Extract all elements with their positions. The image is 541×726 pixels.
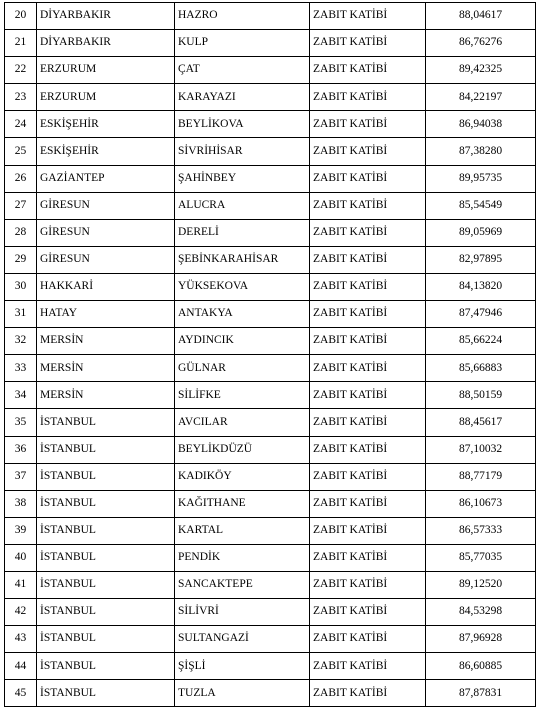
row-number-cell: 20 xyxy=(5,3,37,30)
table-row xyxy=(5,84,536,111)
score-cell: 84,13820 xyxy=(426,273,536,300)
score-cell: 87,47946 xyxy=(426,301,536,328)
district-cell: SİLİVRİ xyxy=(175,599,310,626)
table-row xyxy=(5,382,536,409)
score-cell: 88,04617 xyxy=(426,3,536,30)
district-cell: TUZLA xyxy=(175,680,310,707)
table-row xyxy=(5,680,536,707)
city-cell: MERSİN xyxy=(37,355,175,382)
row-number-cell: 42 xyxy=(5,599,37,626)
district-cell: ŞİŞLİ xyxy=(175,653,310,680)
row-number-cell: 22 xyxy=(5,57,37,84)
position-title-cell: ZABIT KATİBİ xyxy=(310,409,426,436)
score-cell: 86,94038 xyxy=(426,111,536,138)
district-cell: AYDINCIK xyxy=(175,328,310,355)
results-table-body xyxy=(5,3,536,707)
table-row xyxy=(5,409,536,436)
row-number-cell: 26 xyxy=(5,165,37,192)
score-cell: 89,95735 xyxy=(426,165,536,192)
row-number-cell: 23 xyxy=(5,84,37,111)
city-cell: İSTANBUL xyxy=(37,680,175,707)
position-title-cell: ZABIT KATİBİ xyxy=(310,30,426,57)
city-cell: DİYARBAKIR xyxy=(37,30,175,57)
row-number-cell: 30 xyxy=(5,273,37,300)
city-cell: İSTANBUL xyxy=(37,653,175,680)
table-row xyxy=(5,599,536,626)
position-title-cell: ZABIT KATİBİ xyxy=(310,680,426,707)
score-cell: 87,96928 xyxy=(426,626,536,653)
score-cell: 84,22197 xyxy=(426,84,536,111)
position-title-cell: ZABIT KATİBİ xyxy=(310,57,426,84)
score-cell: 88,77179 xyxy=(426,463,536,490)
district-cell: GÜLNAR xyxy=(175,355,310,382)
table-row xyxy=(5,626,536,653)
row-number-cell: 36 xyxy=(5,436,37,463)
city-cell: İSTANBUL xyxy=(37,626,175,653)
position-title-cell: ZABIT KATİBİ xyxy=(310,192,426,219)
row-number-cell: 44 xyxy=(5,653,37,680)
row-number-cell: 24 xyxy=(5,111,37,138)
table-row xyxy=(5,301,536,328)
position-title-cell: ZABIT KATİBİ xyxy=(310,273,426,300)
city-cell: ERZURUM xyxy=(37,84,175,111)
district-cell: ÇAT xyxy=(175,57,310,84)
city-cell: GİRESUN xyxy=(37,192,175,219)
district-cell: PENDİK xyxy=(175,544,310,571)
row-number-cell: 41 xyxy=(5,571,37,598)
position-title-cell: ZABIT KATİBİ xyxy=(310,355,426,382)
table-row xyxy=(5,653,536,680)
table-row xyxy=(5,544,536,571)
city-cell: İSTANBUL xyxy=(37,571,175,598)
score-cell: 87,10032 xyxy=(426,436,536,463)
score-cell: 86,60885 xyxy=(426,653,536,680)
table-row xyxy=(5,355,536,382)
position-title-cell: ZABIT KATİBİ xyxy=(310,653,426,680)
table-row xyxy=(5,165,536,192)
city-cell: İSTANBUL xyxy=(37,436,175,463)
score-cell: 84,53298 xyxy=(426,599,536,626)
table-row xyxy=(5,30,536,57)
table-row xyxy=(5,571,536,598)
position-title-cell: ZABIT KATİBİ xyxy=(310,3,426,30)
score-cell: 87,87831 xyxy=(426,680,536,707)
district-cell: KADIKÖY xyxy=(175,463,310,490)
row-number-cell: 43 xyxy=(5,626,37,653)
position-title-cell: ZABIT KATİBİ xyxy=(310,138,426,165)
district-cell: KAĞITHANE xyxy=(175,490,310,517)
district-cell: KARTAL xyxy=(175,517,310,544)
district-cell: BEYLİKDÜZÜ xyxy=(175,436,310,463)
position-title-cell: ZABIT KATİBİ xyxy=(310,463,426,490)
table-row xyxy=(5,246,536,273)
table-row xyxy=(5,490,536,517)
row-number-cell: 29 xyxy=(5,246,37,273)
row-number-cell: 31 xyxy=(5,301,37,328)
score-cell: 88,45617 xyxy=(426,409,536,436)
district-cell: SİVRİHİSAR xyxy=(175,138,310,165)
district-cell: AVCILAR xyxy=(175,409,310,436)
row-number-cell: 39 xyxy=(5,517,37,544)
position-title-cell: ZABIT KATİBİ xyxy=(310,436,426,463)
row-number-cell: 21 xyxy=(5,30,37,57)
score-cell: 85,66224 xyxy=(426,328,536,355)
row-number-cell: 37 xyxy=(5,463,37,490)
table-row xyxy=(5,3,536,30)
row-number-cell: 40 xyxy=(5,544,37,571)
table-row xyxy=(5,328,536,355)
position-title-cell: ZABIT KATİBİ xyxy=(310,84,426,111)
city-cell: MERSİN xyxy=(37,382,175,409)
score-cell: 88,50159 xyxy=(426,382,536,409)
position-title-cell: ZABIT KATİBİ xyxy=(310,111,426,138)
position-title-cell: ZABIT KATİBİ xyxy=(310,382,426,409)
table-row xyxy=(5,111,536,138)
score-cell: 85,77035 xyxy=(426,544,536,571)
score-cell: 89,12520 xyxy=(426,571,536,598)
district-cell: SULTANGAZİ xyxy=(175,626,310,653)
district-cell: SİLİFKE xyxy=(175,382,310,409)
row-number-cell: 27 xyxy=(5,192,37,219)
city-cell: GİRESUN xyxy=(37,246,175,273)
city-cell: ESKİŞEHİR xyxy=(37,111,175,138)
table-row xyxy=(5,219,536,246)
district-cell: KARAYAZI xyxy=(175,84,310,111)
district-cell: HAZRO xyxy=(175,3,310,30)
city-cell: GİRESUN xyxy=(37,219,175,246)
city-cell: İSTANBUL xyxy=(37,490,175,517)
table-row xyxy=(5,192,536,219)
results-table xyxy=(4,2,536,707)
position-title-cell: ZABIT KATİBİ xyxy=(310,219,426,246)
position-title-cell: ZABIT KATİBİ xyxy=(310,571,426,598)
row-number-cell: 28 xyxy=(5,219,37,246)
city-cell: MERSİN xyxy=(37,328,175,355)
district-cell: ALUCRA xyxy=(175,192,310,219)
district-cell: KULP xyxy=(175,30,310,57)
table-row xyxy=(5,273,536,300)
table-row xyxy=(5,436,536,463)
city-cell: ESKİŞEHİR xyxy=(37,138,175,165)
city-cell: ERZURUM xyxy=(37,57,175,84)
score-cell: 89,05969 xyxy=(426,219,536,246)
district-cell: ANTAKYA xyxy=(175,301,310,328)
position-title-cell: ZABIT KATİBİ xyxy=(310,599,426,626)
row-number-cell: 45 xyxy=(5,680,37,707)
city-cell: HAKKARİ xyxy=(37,273,175,300)
position-title-cell: ZABIT KATİBİ xyxy=(310,246,426,273)
city-cell: HATAY xyxy=(37,301,175,328)
district-cell: DERELİ xyxy=(175,219,310,246)
position-title-cell: ZABIT KATİBİ xyxy=(310,165,426,192)
position-title-cell: ZABIT KATİBİ xyxy=(310,328,426,355)
position-title-cell: ZABIT KATİBİ xyxy=(310,490,426,517)
position-title-cell: ZABIT KATİBİ xyxy=(310,517,426,544)
score-cell: 86,76276 xyxy=(426,30,536,57)
city-cell: İSTANBUL xyxy=(37,409,175,436)
position-title-cell: ZABIT KATİBİ xyxy=(310,544,426,571)
table-row xyxy=(5,517,536,544)
city-cell: İSTANBUL xyxy=(37,544,175,571)
score-cell: 89,42325 xyxy=(426,57,536,84)
row-number-cell: 33 xyxy=(5,355,37,382)
table-row xyxy=(5,57,536,84)
position-title-cell: ZABIT KATİBİ xyxy=(310,301,426,328)
table-row xyxy=(5,138,536,165)
score-cell: 82,97895 xyxy=(426,246,536,273)
score-cell: 86,57333 xyxy=(426,517,536,544)
position-title-cell: ZABIT KATİBİ xyxy=(310,626,426,653)
district-cell: YÜKSEKOVA xyxy=(175,273,310,300)
district-cell: ŞAHİNBEY xyxy=(175,165,310,192)
score-cell: 85,54549 xyxy=(426,192,536,219)
city-cell: DİYARBAKIR xyxy=(37,3,175,30)
city-cell: İSTANBUL xyxy=(37,463,175,490)
district-cell: BEYLİKOVA xyxy=(175,111,310,138)
score-cell: 85,66883 xyxy=(426,355,536,382)
city-cell: İSTANBUL xyxy=(37,599,175,626)
row-number-cell: 34 xyxy=(5,382,37,409)
district-cell: SANCAKTEPE xyxy=(175,571,310,598)
score-cell: 86,10673 xyxy=(426,490,536,517)
row-number-cell: 38 xyxy=(5,490,37,517)
city-cell: İSTANBUL xyxy=(37,517,175,544)
table-row xyxy=(5,463,536,490)
row-number-cell: 25 xyxy=(5,138,37,165)
row-number-cell: 32 xyxy=(5,328,37,355)
city-cell: GAZİANTEP xyxy=(37,165,175,192)
score-cell: 87,38280 xyxy=(426,138,536,165)
row-number-cell: 35 xyxy=(5,409,37,436)
district-cell: ŞEBİNKARAHİSAR xyxy=(175,246,310,273)
